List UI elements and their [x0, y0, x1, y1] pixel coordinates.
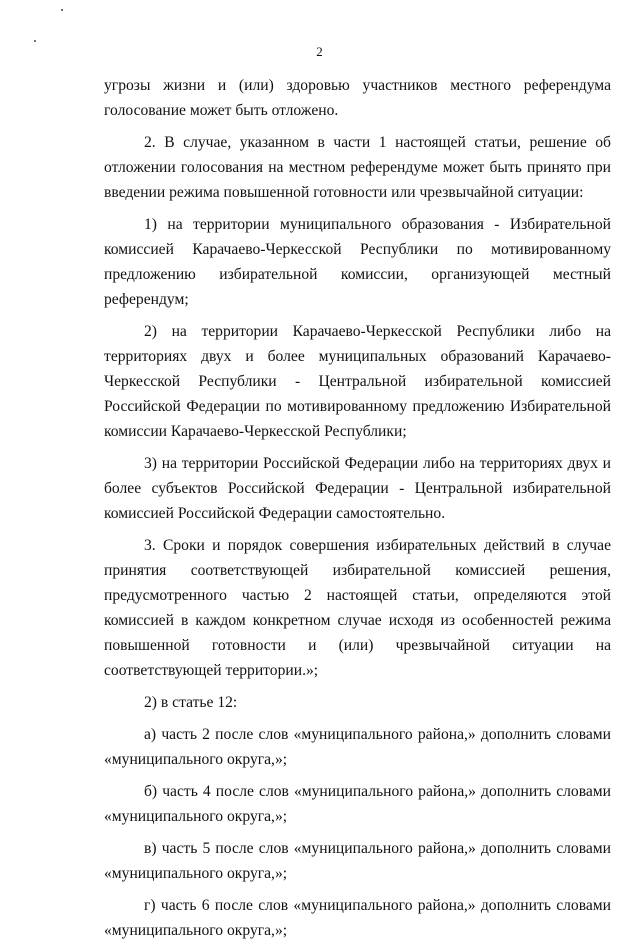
- paragraph-item-2: 2) на территории Карачаево-Черкесской Республики либо на территориях двух и более муниципальных образований Карачаево-Черкесской Республики - Центральной избирательной комиссией Российской Федерации по мотивированному предложению Избирательной комиссии Карачаево-Черкесской Республики;: [104, 323, 611, 440]
- paragraph-article-12: 2) в статье 12:: [144, 694, 238, 711]
- paragraph-sub-g: г) часть 6 после слов «муниципального района,» дополнить словами «муниципального округа,»;: [104, 897, 611, 939]
- paragraph-item-1: 1) на территории муниципального образования - Избирательной комиссией Карачаево-Черкесской Республики по мотивированному предложению избирательной комиссии, организующей местный референдум;: [104, 216, 611, 308]
- paragraph-sub-v: в) часть 5 после слов «муниципального района,» дополнить словами «муниципального округа,»;: [104, 840, 611, 882]
- paragraph-sub-b: б) часть 4 после слов «муниципального района,» дополнить словами «муниципального округа,»;: [104, 783, 611, 825]
- paragraph-part-3: 3. Сроки и порядок совершения избирательных действий в случае принятия соответствующей избирательной комиссией решения, предусмотренного частью 2 настоящей статьи, определяются этой комиссией в каждом конкретном случае исходя из особенностей режима повышенной готовности и (или) чрезвычайной ситуации на соответствующей территории.»;: [104, 537, 611, 679]
- paragraph-item-3: 3) на территории Российской Федерации либо на территориях двух и более субъектов Российской Федерации - Центральной избирательной комиссией Российской Федерации самостоятельно.: [104, 455, 611, 522]
- document-body: [104, 73, 611, 950]
- paragraph-part-2: 2. В случае, указанном в части 1 настоящей статьи, решение об отложении голосования на местном референдуме может быть принято при введении режима повышенной готовности или чрезвычайной ситуации:: [104, 134, 611, 201]
- page-number: 2: [316, 44, 323, 59]
- scan-speck: [61, 9, 63, 11]
- paragraph-continuation: угрозы жизни и (или) здоровью участников местного референдума голосование может быть отложено.: [104, 77, 611, 119]
- paragraph-sub-a: а) часть 2 после слов «муниципального района,» дополнить словами «муниципального округа,»;: [104, 726, 611, 768]
- scan-speck: [34, 40, 36, 42]
